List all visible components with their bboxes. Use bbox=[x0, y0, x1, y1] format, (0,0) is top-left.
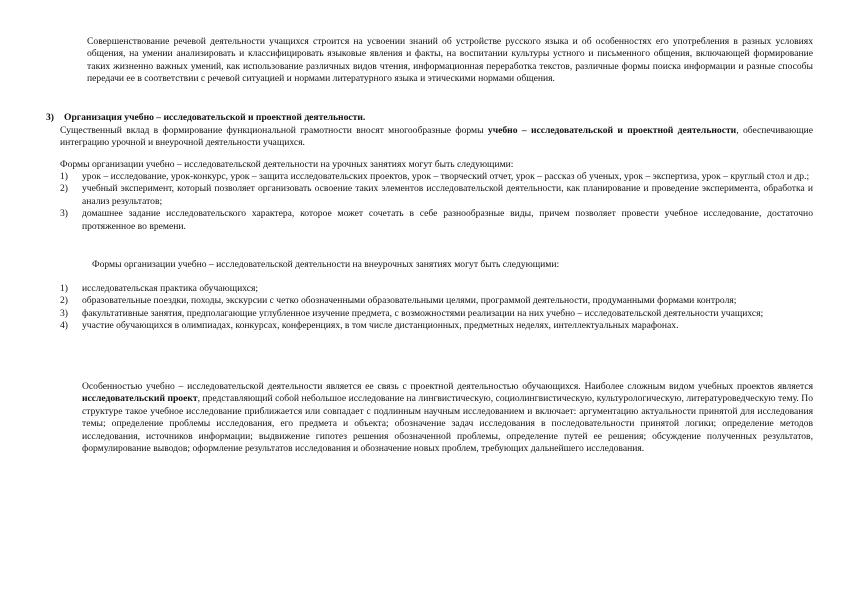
list-item-text: образовательные поездки, походы, экскурсии с четко обозначенными образовательными целями, программой деятельности, продуманными формами контроля; bbox=[82, 295, 737, 307]
list-item-number: 1) bbox=[60, 283, 68, 294]
research-text-bold: исследовательский проект bbox=[82, 393, 198, 405]
list-item-text: урок – исследование, урок-конкурс, урок – защита исследовательских проектов, урок – творческий отчет, урок – рассказ об ученых, урок – экспертиза, урок – круглый стол и др.; bbox=[82, 171, 810, 182]
research-text-after: , представляющий собой небольшое исследование на лингвистическую, социолингвистическую, культурологическую, литературоведческую тему. По структуре такое учебное исследование приближается или совпадает с подлинным научным исследованием и включает: аргументацию актуальности принятой для исследования темы; определение проблемы исследования, его предмета и объекта; обозначение задач исследования в последовательности принятой логики; определение методов исследования, источников информации; выдвижение гипотез решения обозначенной проблемы, определение путей ее решения; обсуждение полученных результатов, формулирование выводов; оформление результатов исследования и обозначение новых проблем, требующих дальнейшего исследования. bbox=[82, 393, 813, 455]
section-3-number: 3) bbox=[46, 112, 54, 123]
contribution-text-bold: учебно – исследовательской и проектной деятельности bbox=[487, 125, 737, 136]
list-item-number: 4) bbox=[60, 320, 68, 332]
contribution-text-before: Существенный вклад в формирование функциональной грамотности вносят многообразные формы bbox=[60, 125, 488, 136]
research-project-paragraph bbox=[82, 381, 813, 455]
list-item-number: 1) bbox=[60, 171, 68, 182]
list-item-text: участие обучающихся в олимпиадах, конкурсах, конференциях, в том числе дистанционных, предметных неделях, интеллектуальных марафонах. bbox=[82, 320, 679, 332]
extracurricular-forms-list bbox=[60, 283, 813, 333]
list-item-number: 2) bbox=[60, 295, 68, 307]
list-item-text: учебный эксперимент, который позволяет организовать освоение таких элементов исследовательской деятельности, как планирование и проведение эксперимента, обработка и анализ результатов; bbox=[82, 183, 813, 207]
list-item-number: 3) bbox=[60, 307, 68, 319]
intro-paragraph: Совершенствование речевой деятельности учащихся строится на усвоении знаний об устройстве русского языка и об особенностях его употребления в разных условиях общения, на умении анализировать и классифицировать языковые явления и факты, на воспитании культуры устного и письменного общения, включающей формирование таких жизненно важных умений, как использование различных видов чтения, информационная переработка текстов, различные формы поиска информации и разные способы передачи ее в соответствии с речевой ситуацией и нормами литературного языка и этическими нормами общения. bbox=[87, 36, 813, 85]
lesson-forms-list bbox=[60, 171, 813, 233]
list-item bbox=[60, 208, 813, 233]
list-item bbox=[60, 320, 813, 332]
list-item-text: исследовательская практика обучающихся; bbox=[82, 283, 259, 294]
research-text-before: Особенностью учебно – исследовательской деятельности является ее связь с проектной деятельностью обучающихся. Наиболее сложным видом учебных проектов является bbox=[82, 381, 813, 392]
list-item-text: факультативные занятия, предполагающие углубленное изучение предмета, с возможностями реализации на них учебно – исследовательской деятельности учащихся; bbox=[82, 307, 764, 319]
section-3-heading bbox=[46, 112, 806, 124]
list-item bbox=[60, 295, 813, 307]
contribution-paragraph bbox=[60, 125, 813, 150]
section-3-title: Организация учебно – исследовательской и проектной деятельности. bbox=[64, 112, 366, 123]
list-item-number: 3) bbox=[60, 208, 68, 220]
lesson-forms-title: Формы организации учебно – исследовательской деятельности на урочных занятиях могут быть следующими: bbox=[60, 159, 514, 170]
contribution-text-after: , обеспечивающие интеграцию урочной и внеурочной деятельности учащихся. bbox=[60, 125, 813, 149]
list-item-text: домашнее задание исследовательского характера, которое может сочетать в себе разнообразные виды, причем позволяет провести учебное исследование, достаточно протяженное во времени. bbox=[82, 208, 813, 232]
list-item-number: 2) bbox=[60, 183, 68, 195]
extracurricular-forms-title: Формы организации учебно – исследовательской деятельности на внеурочных занятиях могут быть следующими: bbox=[92, 259, 560, 270]
list-item bbox=[60, 183, 813, 208]
list-item bbox=[60, 283, 813, 295]
list-item bbox=[60, 308, 813, 320]
list-item bbox=[60, 171, 813, 183]
